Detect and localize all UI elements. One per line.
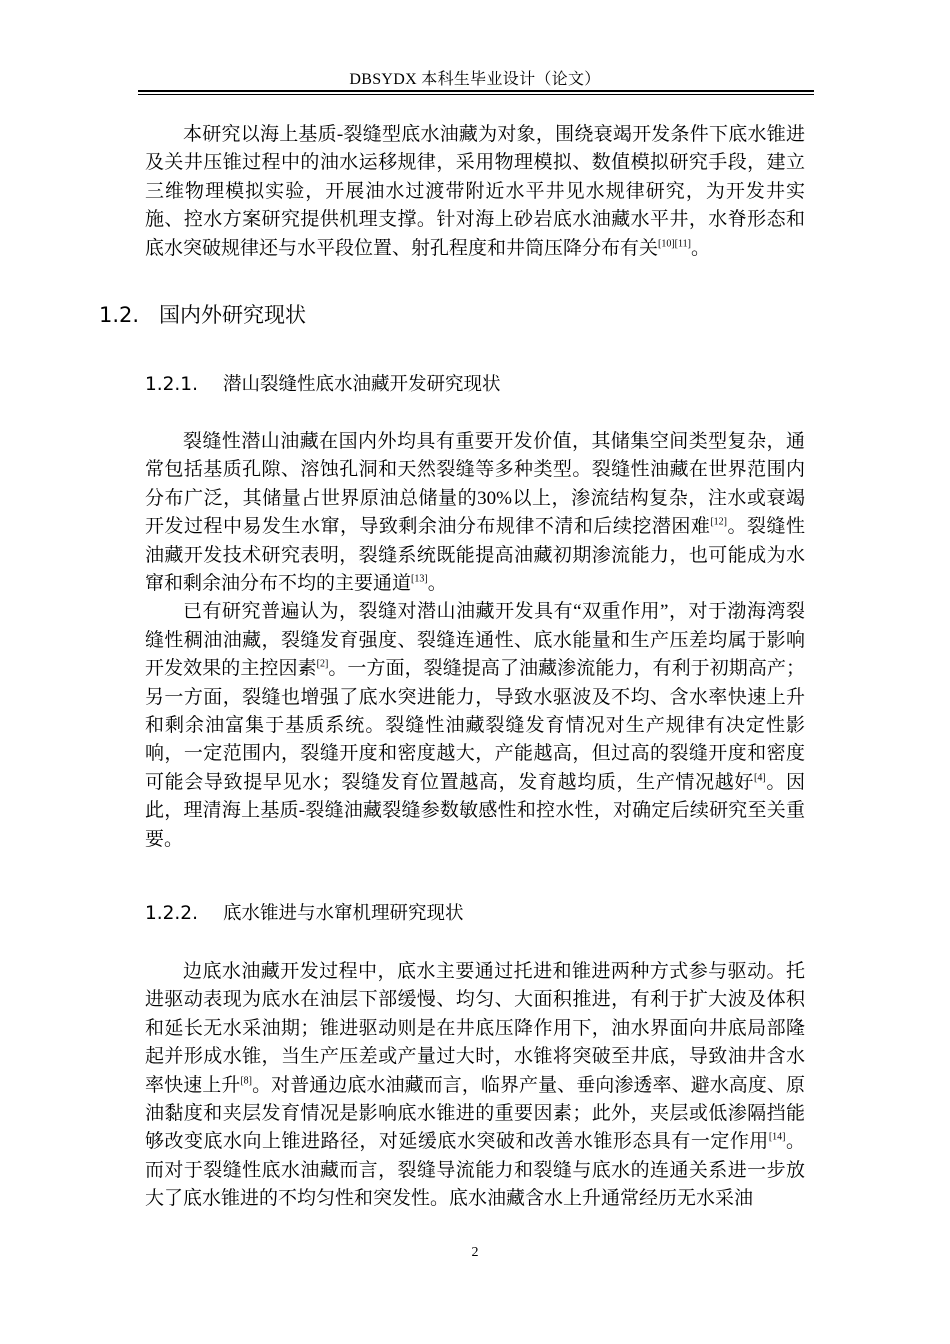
section-number: 1.2.	[99, 303, 140, 327]
citation[interactable]: [14]	[768, 1132, 786, 1144]
citation[interactable]: [8]	[240, 1075, 253, 1087]
subsection-1-2-1-body	[145, 428, 805, 854]
subsection-title: 底水锥进与水窜机理研究现状	[223, 903, 464, 924]
paragraph-text: 。裂缝性油藏开发技术研究表明，裂缝系统既能提高油藏初期渗流能力，也可能成为水窜和剩余油分布不均的主要通道	[145, 516, 805, 595]
section-title: 国内外研究现状	[159, 303, 306, 327]
paragraph-text: 。对普通边底水油藏而言，临界产量、垂向渗透率、避水高度、原油黏度和夹层发育情况是影响底水锥进的重要因素；此外，夹层或低渗隔挡能够改变底水向上锥进路径，对延缓底水突破和改善水锥形态具有一定作用	[145, 1074, 805, 1153]
paragraph-text: 已有研究普遍认为，裂缝对潜山油藏开发具有“双重作用”，对于渤海湾裂缝性稠油油藏，裂缝发育强度、裂缝连通性、底水能量和生产压差均属于影响开发效果的主控因素	[145, 601, 805, 680]
citation[interactable]: [4]	[754, 772, 766, 784]
intro-paragraph	[145, 121, 805, 263]
section-heading-1-2	[99, 299, 306, 329]
running-header: DBSYDX 本科生毕业设计（论文）	[349, 71, 601, 88]
subsection-number: 1.2.1.	[145, 374, 198, 395]
header-rule-thick	[138, 90, 814, 92]
page-number: 2	[471, 1245, 479, 1260]
paragraph	[145, 958, 805, 1214]
paragraph-text: 。因此，理清海上基质-裂缝油藏裂缝参数敏感性和控水性，对确定后续研究至关重要。	[145, 771, 805, 850]
header-rule-thin	[138, 94, 814, 95]
paragraph-text: 。	[690, 237, 710, 259]
paragraph-text: 。而对于裂缝性底水油藏而言，裂缝导流能力和裂缝与底水的连通关系进一步放大了底水锥进的不均匀性和突发性。底水油藏含水上升通常经历无水采油	[145, 1131, 805, 1210]
paragraph-text: 边底水油藏开发过程中，底水主要通过托进和锥进两种方式参与驱动。托进驱动表现为底水在油层下部缓慢、均匀、大面积推进，有利于扩大波及体积和延长无水采油期；锥进驱动则是在井底压降作用下，油水界面向井底局部隆起并形成水锥，当生产压差或产量过大时，水锥将突破至井底，导致油井含水率快速上升	[145, 961, 805, 1096]
paragraph	[145, 428, 805, 598]
citation[interactable]: [12]	[710, 516, 727, 528]
paragraph-text: 。一方面，裂缝提高了油藏渗流能力，有利于初期高产；另一方面，裂缝也增强了底水突进能力，导致水驱波及不均、含水率快速上升和剩余油富集于基质系统。裂缝性油藏裂缝发育情况对生产规律有决定性影响，一定范围内，裂缝开度和密度越大，产能越高，但过高的裂缝开度和密度可能会导致提早见水；裂缝发育位置越高，发育越均质，生产情况越好	[145, 658, 805, 793]
subsection-1-2-2-body	[145, 958, 805, 1214]
paragraph	[145, 598, 805, 854]
intro-section	[145, 121, 805, 263]
citation[interactable]: [10][11]	[658, 238, 691, 250]
paragraph-text: 。	[427, 573, 447, 595]
subsection-heading-1-2-1	[145, 370, 501, 396]
citation[interactable]: [13]	[411, 573, 428, 585]
paragraph-text: 本研究以海上基质-裂缝型底水油藏为对象，围绕衰竭开发条件下底水锥进及关井压锥过程中的油水运移规律，采用物理模拟、数值模拟研究手段，建立三维物理模拟实验，开展油水过渡带附近水平井见水规律研究，为开发井实施、控水方案研究提供机理支撑。针对海上砂岩底水油藏水平井，水脊形态和底水突破规律还与水平段位置、射孔程度和井筒压降分布有关	[145, 124, 805, 259]
subsection-heading-1-2-2	[145, 899, 464, 925]
paragraph-text: 裂缝性潜山油藏在国内外均具有重要开发价值，其储集空间类型复杂，通常包括基质孔隙、溶蚀孔洞和天然裂缝等多种类型。裂缝性油藏在世界范围内分布广泛，其储量占世界原油总储量的30%以上，渗流结构复杂，注水或衰竭开发过程中易发生水窜，导致剩余油分布规律不清和后续挖潜困难	[145, 431, 805, 538]
subsection-number: 1.2.2.	[145, 903, 198, 924]
subsection-title: 潜山裂缝性底水油藏开发研究现状	[223, 374, 501, 395]
citation[interactable]: [2]	[316, 658, 329, 670]
